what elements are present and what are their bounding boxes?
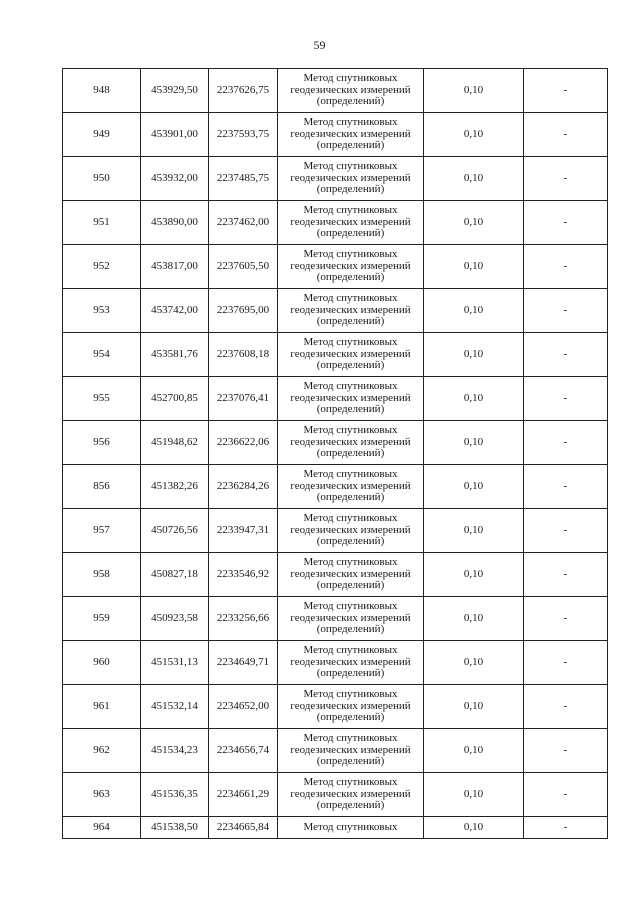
- accuracy-cell: 0,10: [424, 817, 524, 839]
- note-cell: -: [524, 289, 608, 333]
- x-coordinate-cell: 451532,14: [141, 685, 209, 729]
- table-row: [63, 773, 608, 817]
- y-coordinate-cell: 2234652,00: [209, 685, 278, 729]
- accuracy-cell: 0,10: [424, 157, 524, 201]
- accuracy-cell: 0,10: [424, 773, 524, 817]
- x-coordinate-cell: 453890,00: [141, 201, 209, 245]
- x-coordinate-cell: 451382,26: [141, 465, 209, 509]
- accuracy-cell: 0,10: [424, 201, 524, 245]
- note-cell: -: [524, 201, 608, 245]
- note-cell: -: [524, 597, 608, 641]
- note-cell: -: [524, 113, 608, 157]
- x-coordinate-cell: 453581,76: [141, 333, 209, 377]
- page-number: 59: [313, 38, 326, 52]
- method-cell: Метод спутниковых геодезических измерений (определений): [278, 553, 424, 597]
- accuracy-cell: 0,10: [424, 465, 524, 509]
- x-coordinate-cell: 451536,35: [141, 773, 209, 817]
- method-cell: Метод спутниковых геодезических измерений (определений): [278, 289, 424, 333]
- note-cell: -: [524, 817, 608, 839]
- accuracy-cell: 0,10: [424, 597, 524, 641]
- note-cell: -: [524, 69, 608, 113]
- x-coordinate-cell: 451538,50: [141, 817, 209, 839]
- y-coordinate-cell: 2237485,75: [209, 157, 278, 201]
- note-cell: -: [524, 553, 608, 597]
- accuracy-cell: 0,10: [424, 289, 524, 333]
- x-coordinate-cell: 452700,85: [141, 377, 209, 421]
- y-coordinate-cell: 2237608,18: [209, 333, 278, 377]
- method-cell: Метод спутниковых геодезических измерений (определений): [278, 333, 424, 377]
- x-coordinate-cell: 450827,18: [141, 553, 209, 597]
- point-number-cell: 955: [63, 377, 141, 421]
- method-cell: Метод спутниковых геодезических измерений (определений): [278, 773, 424, 817]
- point-number-cell: 960: [63, 641, 141, 685]
- y-coordinate-cell: 2237462,00: [209, 201, 278, 245]
- note-cell: -: [524, 421, 608, 465]
- y-coordinate-cell: 2236622,06: [209, 421, 278, 465]
- table-row: [63, 377, 608, 421]
- x-coordinate-cell: 451531,13: [141, 641, 209, 685]
- point-number-cell: 954: [63, 333, 141, 377]
- y-coordinate-cell: 2237605,50: [209, 245, 278, 289]
- point-number-cell: 961: [63, 685, 141, 729]
- y-coordinate-cell: 2234661,29: [209, 773, 278, 817]
- point-number-cell: 948: [63, 69, 141, 113]
- table-row: [63, 289, 608, 333]
- method-cell: Метод спутниковых геодезических измерений (определений): [278, 509, 424, 553]
- note-cell: -: [524, 377, 608, 421]
- table-row: [63, 729, 608, 773]
- note-cell: -: [524, 641, 608, 685]
- table-row: [63, 245, 608, 289]
- y-coordinate-cell: 2236284,26: [209, 465, 278, 509]
- point-number-cell: 964: [63, 817, 141, 839]
- table-row: [63, 113, 608, 157]
- y-coordinate-cell: 2237626,75: [209, 69, 278, 113]
- x-coordinate-cell: 451534,23: [141, 729, 209, 773]
- point-number-cell: 951: [63, 201, 141, 245]
- point-number-cell: 959: [63, 597, 141, 641]
- x-coordinate-cell: 450923,58: [141, 597, 209, 641]
- method-cell: Метод спутниковых геодезических измерений (определений): [278, 113, 424, 157]
- note-cell: -: [524, 245, 608, 289]
- point-number-cell: 963: [63, 773, 141, 817]
- note-cell: -: [524, 465, 608, 509]
- x-coordinate-cell: 453901,00: [141, 113, 209, 157]
- accuracy-cell: 0,10: [424, 113, 524, 157]
- y-coordinate-cell: 2234656,74: [209, 729, 278, 773]
- y-coordinate-cell: 2233256,66: [209, 597, 278, 641]
- method-cell: Метод спутниковых геодезических измерений (определений): [278, 685, 424, 729]
- method-cell: Метод спутниковых геодезических измерений (определений): [278, 377, 424, 421]
- accuracy-cell: 0,10: [424, 245, 524, 289]
- coordinates-table: [62, 68, 608, 839]
- table-row: [63, 685, 608, 729]
- point-number-cell: 953: [63, 289, 141, 333]
- x-coordinate-cell: 453742,00: [141, 289, 209, 333]
- accuracy-cell: 0,10: [424, 729, 524, 773]
- note-cell: -: [524, 157, 608, 201]
- y-coordinate-cell: 2233947,31: [209, 509, 278, 553]
- method-cell: Метод спутниковых геодезических измерений (определений): [278, 201, 424, 245]
- method-cell: Метод спутниковых геодезических измерений (определений): [278, 245, 424, 289]
- accuracy-cell: 0,10: [424, 685, 524, 729]
- note-cell: -: [524, 333, 608, 377]
- table-row: [63, 509, 608, 553]
- accuracy-cell: 0,10: [424, 509, 524, 553]
- y-coordinate-cell: 2234665,84: [209, 817, 278, 839]
- method-cell: Метод спутниковых геодезических измерений (определений): [278, 597, 424, 641]
- table-row: [63, 201, 608, 245]
- point-number-cell: 962: [63, 729, 141, 773]
- table-row: [63, 597, 608, 641]
- y-coordinate-cell: 2233546,92: [209, 553, 278, 597]
- table-row: [63, 641, 608, 685]
- accuracy-cell: 0,10: [424, 421, 524, 465]
- method-cell: Метод спутниковых геодезических измерений (определений): [278, 465, 424, 509]
- x-coordinate-cell: 453929,50: [141, 69, 209, 113]
- point-number-cell: 952: [63, 245, 141, 289]
- x-coordinate-cell: 450726,56: [141, 509, 209, 553]
- y-coordinate-cell: 2237695,00: [209, 289, 278, 333]
- accuracy-cell: 0,10: [424, 377, 524, 421]
- accuracy-cell: 0,10: [424, 333, 524, 377]
- method-cell: Метод спутниковых геодезических измерений (определений): [278, 729, 424, 773]
- x-coordinate-cell: 453817,00: [141, 245, 209, 289]
- method-cell: Метод спутниковых геодезических измерений (определений): [278, 421, 424, 465]
- y-coordinate-cell: 2234649,71: [209, 641, 278, 685]
- point-number-cell: 856: [63, 465, 141, 509]
- note-cell: -: [524, 729, 608, 773]
- point-number-cell: 950: [63, 157, 141, 201]
- coordinates-table-body: [63, 69, 608, 839]
- x-coordinate-cell: 451948,62: [141, 421, 209, 465]
- y-coordinate-cell: 2237593,75: [209, 113, 278, 157]
- method-cell: Метод спутниковых геодезических измерений (определений): [278, 157, 424, 201]
- accuracy-cell: 0,10: [424, 553, 524, 597]
- method-cell: Метод спутниковых геодезических измерений (определений): [278, 641, 424, 685]
- table-row: [63, 157, 608, 201]
- table-row: [63, 333, 608, 377]
- note-cell: -: [524, 509, 608, 553]
- note-cell: -: [524, 685, 608, 729]
- method-cell: Метод спутниковых геодезических измерений (определений): [278, 69, 424, 113]
- accuracy-cell: 0,10: [424, 641, 524, 685]
- table-row: [63, 817, 608, 839]
- x-coordinate-cell: 453932,00: [141, 157, 209, 201]
- table-row: [63, 421, 608, 465]
- table-row: [63, 69, 608, 113]
- point-number-cell: 958: [63, 553, 141, 597]
- point-number-cell: 956: [63, 421, 141, 465]
- table-row: [63, 465, 608, 509]
- point-number-cell: 949: [63, 113, 141, 157]
- y-coordinate-cell: 2237076,41: [209, 377, 278, 421]
- accuracy-cell: 0,10: [424, 69, 524, 113]
- note-cell: -: [524, 773, 608, 817]
- point-number-cell: 957: [63, 509, 141, 553]
- table-row: [63, 553, 608, 597]
- method-cell: Метод спутниковых: [278, 817, 424, 839]
